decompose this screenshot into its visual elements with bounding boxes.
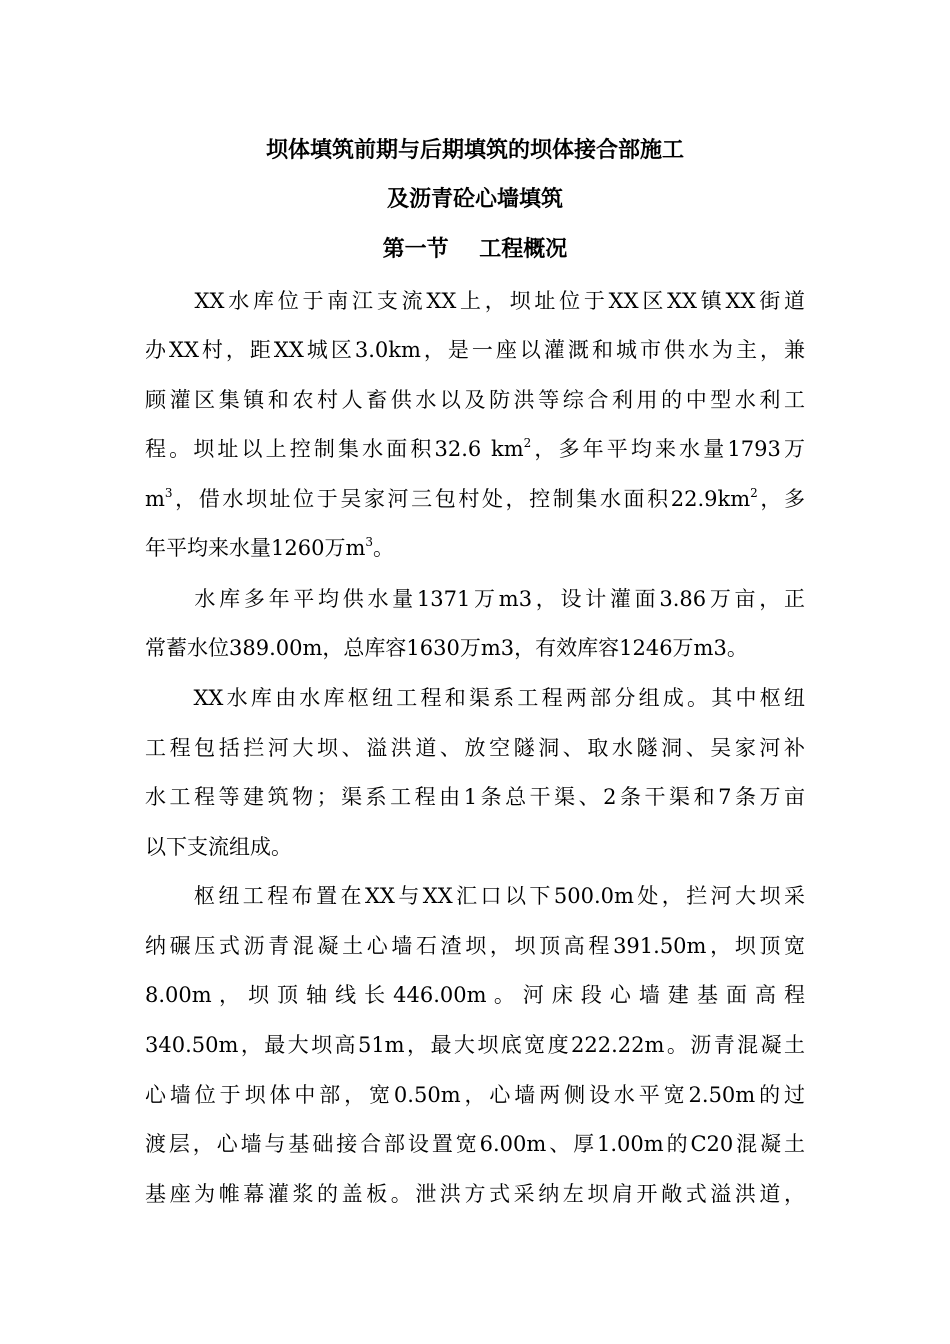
paragraph-line — [145, 434, 805, 464]
paragraph-line: 8.00m ， 坝 顶 轴 线 长 446.00m 。 河 床 段 心 墙 建 基 面 高 程 — [145, 983, 805, 1007]
text-fragment: 年平均来水量1260万m — [145, 536, 366, 560]
paragraph-line: 纳碾压式沥青混凝土心墙石渣坝，坝顶高程391.50m，坝顶宽 — [145, 934, 805, 958]
paragraph-line: 顾灌区集镇和农村人畜供水以及防洪等综合利用的中型水利工 — [145, 388, 805, 412]
paragraph-line: 以下支流组成。 — [145, 835, 292, 859]
text-fragment: 。 — [373, 536, 394, 560]
text-fragment: ，借水坝址位于吴家河三包村处，控制集水面积22.9km — [172, 487, 751, 511]
paragraph-line: 水库多年平均供水量1371万m3，设计灌面3.86万亩，正 — [145, 587, 805, 611]
section-heading: 第一节 工程概况 — [382, 237, 568, 262]
paragraph-line: 常蓄水位389.00m，总库容1630万m3，有效库容1246万m3。 — [145, 636, 748, 660]
paragraph-line: 基座为帷幕灌浆的盖板。泄洪方式采纳左坝肩开敞式溢洪道， — [145, 1182, 805, 1206]
paragraph-line: 办XX村，距XX城区3.0km，是一座以灌溉和城市供水为主，兼 — [145, 338, 805, 362]
superscript: 2 — [523, 436, 532, 450]
paragraph-line — [145, 484, 805, 514]
paragraph-line: 340.50m，最大坝高51m，最大坝底宽度222.22m。沥青混凝土 — [145, 1033, 805, 1057]
paragraph-line: XX水库由水库枢纽工程和渠系工程两部分组成。其中枢纽 — [145, 686, 805, 710]
paragraph-line: XX水库位于南江支流XX上，坝址位于XX区XX镇XX街道 — [145, 289, 805, 313]
paragraph-line: 水工程等建筑物；渠系工程由1条总干渠、2条干渠和7条万亩 — [145, 785, 805, 809]
superscript: 3 — [164, 486, 173, 500]
paragraph-line — [145, 533, 805, 563]
text-fragment: ，多 — [757, 487, 805, 511]
superscript: 2 — [750, 486, 758, 500]
document-title-line1: 坝体填筑前期与后期填筑的坝体接合部施工 — [265, 138, 684, 163]
paragraph-line: 工程包括拦河大坝、溢洪道、放空隧洞、取水隧洞、吴家河补 — [145, 736, 805, 760]
text-fragment: ，多年平均来水量1793万 — [531, 437, 805, 461]
document-title-line2: 及沥青砼心墙填筑 — [386, 187, 563, 212]
text-fragment: 程。坝址以上控制集水面积32.6 km — [145, 437, 524, 461]
paragraph-line: 枢纽工程布置在XX与XX汇口以下500.0m处，拦河大坝采 — [145, 884, 805, 908]
paragraph-line: 心墙位于坝体中部，宽0.50m，心墙两侧设水平宽2.50m的过 — [145, 1083, 805, 1107]
superscript: 3 — [365, 535, 373, 549]
text-fragment: m — [145, 487, 165, 511]
paragraph-line: 渡层，心墙与基础接合部设置宽6.00m、厚1.00m的C20混凝土 — [145, 1132, 805, 1156]
